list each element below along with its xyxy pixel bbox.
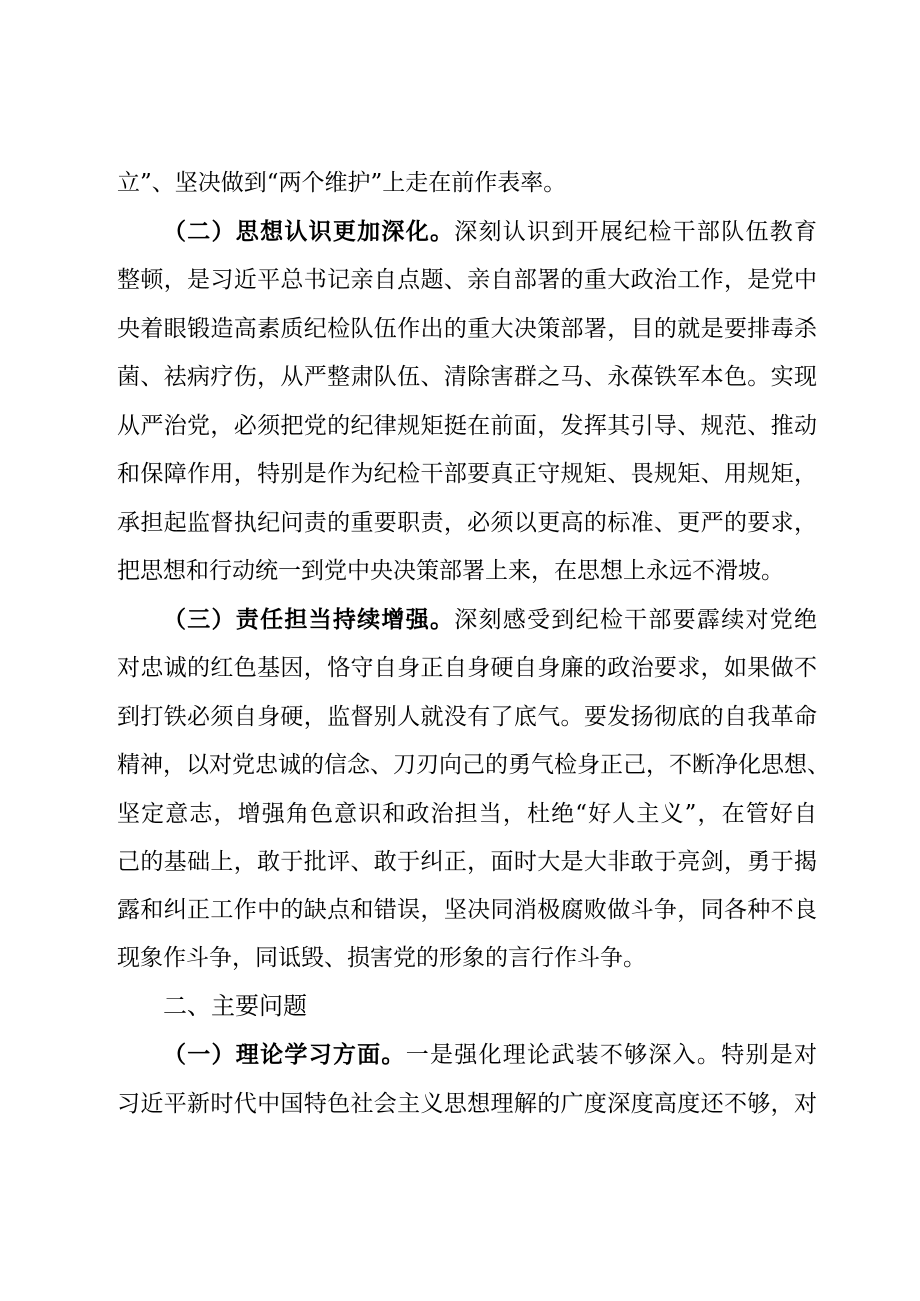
paragraph-line: 到打铁必须自身硬，监督别人就没有了底气。要发扬彻底的自我革命 <box>117 704 817 730</box>
section-heading: 二、主要问题 <box>163 992 307 1020</box>
paragraph-line: 精神，以对党忠诚的信念、刀刃向己的勇气检身正己，不断净化思想、 <box>117 752 830 778</box>
paragraph-line: 现象作斗争，同诋毁、损害党的形象的言行作斗争。 <box>117 945 646 971</box>
paragraph-line: 习近平新时代中国特色社会主义思想理解的广度深度高度还不够，对 <box>117 1091 817 1117</box>
paragraph-line: 把思想和行动统一到党中央决策部署上来，在思想上永远不滑坡。 <box>117 558 784 584</box>
paragraph-first-line <box>163 600 817 640</box>
paragraph-line: 和保障作用，特别是作为纪检干部要真正守规矩、畏规矩、用规矩， <box>117 461 817 487</box>
paragraph-lead: （三）责任担当持续增强。 <box>163 606 455 633</box>
paragraph-line: 整顿，是习近平总书记亲自点题、亲自部署的重大政治工作，是党中 <box>117 267 817 293</box>
paragraph-first-line <box>163 1035 817 1075</box>
paragraph-text: 深刻认识到开展纪检干部队伍教育 <box>454 219 818 245</box>
paragraph-lead: （二）思想认识更加深化。 <box>163 218 455 245</box>
paragraph-text: 深刻感受到纪检干部要霹续对党绝 <box>454 607 818 633</box>
paragraph-text: 一是强化理论武装不够深入。特别是对 <box>405 1042 818 1068</box>
paragraph-line: 己的基础上，敢于批评、敢于纠正，面时大是大非敢于亮剑，勇于揭 <box>117 849 817 875</box>
paragraph-line: 坚定意志，增强角色意识和政治担当，杜绝“好人主义”，在管好自 <box>117 801 817 827</box>
paragraph-line: 对忠诚的红色基因，恪守自身正自身硬自身廉的政治要求，如果做不 <box>117 655 817 681</box>
paragraph-line: 从严治党，必须把党的纪律规矩挺在前面，发挥其引导、规范、推动 <box>117 413 817 439</box>
paragraph-line: 露和纠正工作中的缺点和错误，坚决同消极腐败做斗争，同各种不良 <box>117 897 817 923</box>
paragraph-line: 菌、祛病疗伤，从严整肃队伍、清除害群之马、永葆铁军本色。实现 <box>117 364 817 390</box>
paragraph-line: 央着眼锻造高素质纪检队伍作出的重大决策部署，目的就是要排毒杀 <box>117 316 817 342</box>
paragraph-line: 承担起监督执纪问责的重要职责，必须以更高的标准、更严的要求， <box>117 510 817 536</box>
paragraph-lead: （一）理论学习方面。 <box>163 1041 406 1068</box>
paragraph-line: 立”、坚决做到“两个维护”上走在前作表率。 <box>117 170 567 196</box>
paragraph-first-line <box>163 212 817 252</box>
